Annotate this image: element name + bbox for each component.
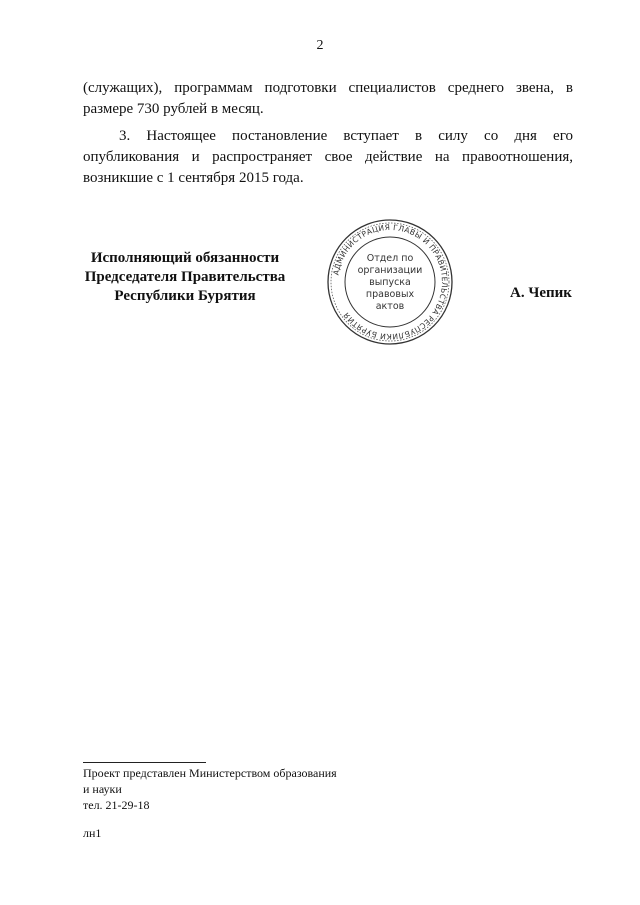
seal-center-line: правовых: [365, 289, 415, 300]
footnote-line: и науки: [83, 782, 122, 796]
seal-center-line: организации: [357, 265, 423, 276]
signatory-title-line: Председателя Правительства: [84, 269, 286, 285]
signatory-title-line: Исполняющий обязанности: [90, 250, 280, 266]
seal-center-line: выпуска: [369, 277, 411, 288]
signatory-title: [60, 249, 310, 306]
seal-ring-text: АДМИНИСТРАЦИЯ ГЛАВЫ И ПРАВИТЕЛЬСТВА РЕСПУБЛИКИ БУРЯТИЯ: [331, 222, 450, 342]
signatory-name: А. Чепик: [510, 285, 572, 301]
paragraph-continuation: (служащих), программам подготовки специалистов среднего звена, в размере 730 рублей в месяц.: [83, 80, 573, 117]
document-code: лн1: [83, 826, 102, 840]
seal-center-line: актов: [375, 301, 405, 312]
paragraph-effective-date: 3. Настоящее постановление вступает в силу со дня его опубликования и распространяет свое действие на правоотношения, возникшие с 1 сентября 2015 года.: [83, 128, 573, 186]
footnote-line: тел. 21-29-18: [83, 798, 150, 812]
official-seal-stamp: [325, 217, 455, 347]
page-number: 2: [316, 38, 324, 53]
signatory-title-line: Республики Бурятия: [114, 288, 256, 304]
footnote-divider: [83, 762, 206, 763]
footnote-line: Проект представлен Министерством образования: [83, 766, 337, 780]
footnote: [83, 765, 413, 813]
seal-center-line: Отдел по: [366, 253, 414, 264]
